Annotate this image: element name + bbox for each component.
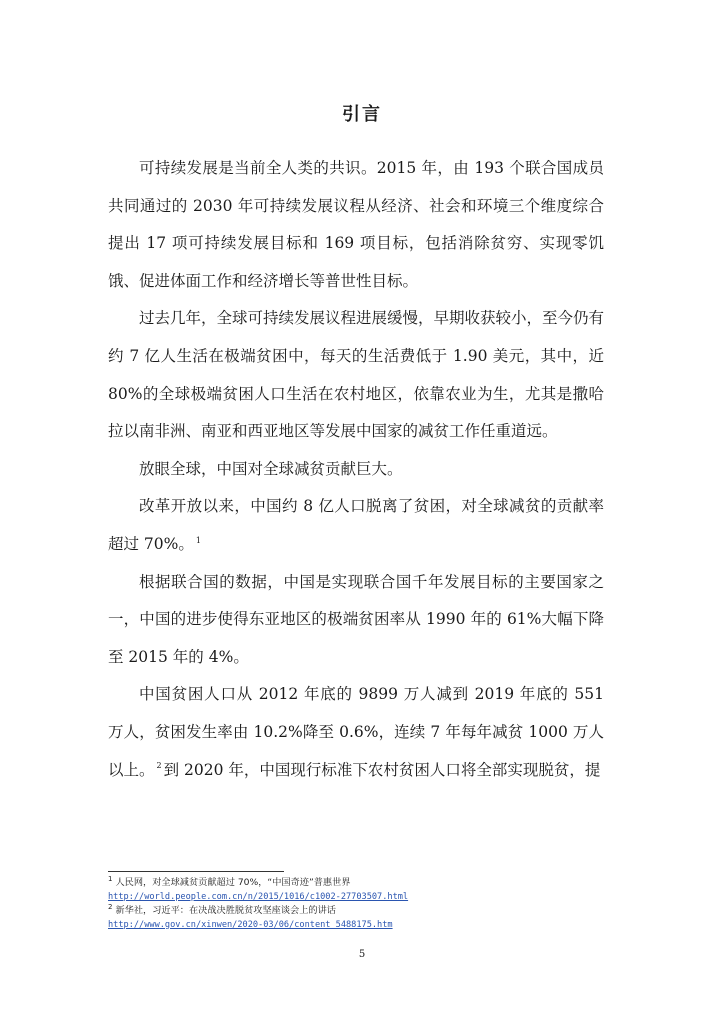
footnote-ref-1[interactable]: 1 [195,535,201,545]
footnote-1-number: 1 [108,876,113,883]
paragraph-3: 放眼全球，中国对全球减贫贡献巨大。 [139,459,403,478]
footnote-1-url-line [108,890,604,905]
paragraph-6-text: 中国贫困人口从 2012 年底的 9899 万人减到 2019 年底的 551 万人，贫困发生率由 10.2%降至 0.6%，连续 7 年每年减贫 1000 万人以上。 [108,685,604,779]
section-title: 引言 [342,104,382,125]
paragraph-5: 根据联合国的数据，中国是实现联合国千年发展目标的主要国家之一，中国的进步使得东亚地区的极端贫困率从 1990 年的 61%大幅下降至 2015 年的 4%。 [108,572,604,666]
footnote-1-text: 人民网，对全球减贫贡献超过 70%，“中国奇迹”普惠世界 [115,877,351,888]
footnote-ref-2[interactable]: 2 [156,761,162,771]
paragraph-4-text: 改革开放以来，中国约 8 亿人口脱离了贫困，对全球减贫的贡献率超过 70%。 [108,497,604,553]
footnotes [108,876,604,932]
paragraph-6-continuation: 到 2020 年，中国现行标准下农村贫困人口将全部实现脱贫，提 [163,760,601,779]
footnote-divider [108,871,284,872]
footnote-1-link[interactable]: http://world.people.com.cn/n/2015/1016/c1002-27703507.html [108,891,409,902]
footnote-1 [108,876,604,890]
paragraph-2: 过去几年，全球可持续发展议程进展缓慢，早期收获较小，至今仍有约 7 亿人生活在极端贫困中，每天的生活费低于 1.90 美元，其中，近 80%的全球极端贫困人口生活在农村地区，依靠农业为生，尤其是撒哈拉以南非洲、南亚和西亚地区等发展中国家的减贫工作任重道远。 [108,309,605,441]
footnote-2-number: 2 [108,904,113,911]
footnote-2-url-line [108,918,604,933]
paragraph-6 [108,676,604,789]
footnote-2-link[interactable]: http://www.gov.cn/xinwen/2020-03/06/content_5488175.htm [108,919,393,930]
paragraph-4 [108,488,604,563]
footnote-2 [108,904,604,918]
footnote-2-text: 新华社，习近平：在决战决胜脱贫攻坚座谈会上的讲话 [115,905,336,916]
page-number: 5 [358,949,366,960]
body-text [108,150,604,789]
paragraph-1: 可持续发展是当前全人类的共识。2015 年，由 193 个联合国成员共同通过的 2030 年可持续发展议程从经济、社会和环境三个维度综合提出 17 项可持续发展目标和 169 项目标，包括消除贫穷、实现零饥饿、促进体面工作和经济增长等普世性目标。 [108,159,604,290]
